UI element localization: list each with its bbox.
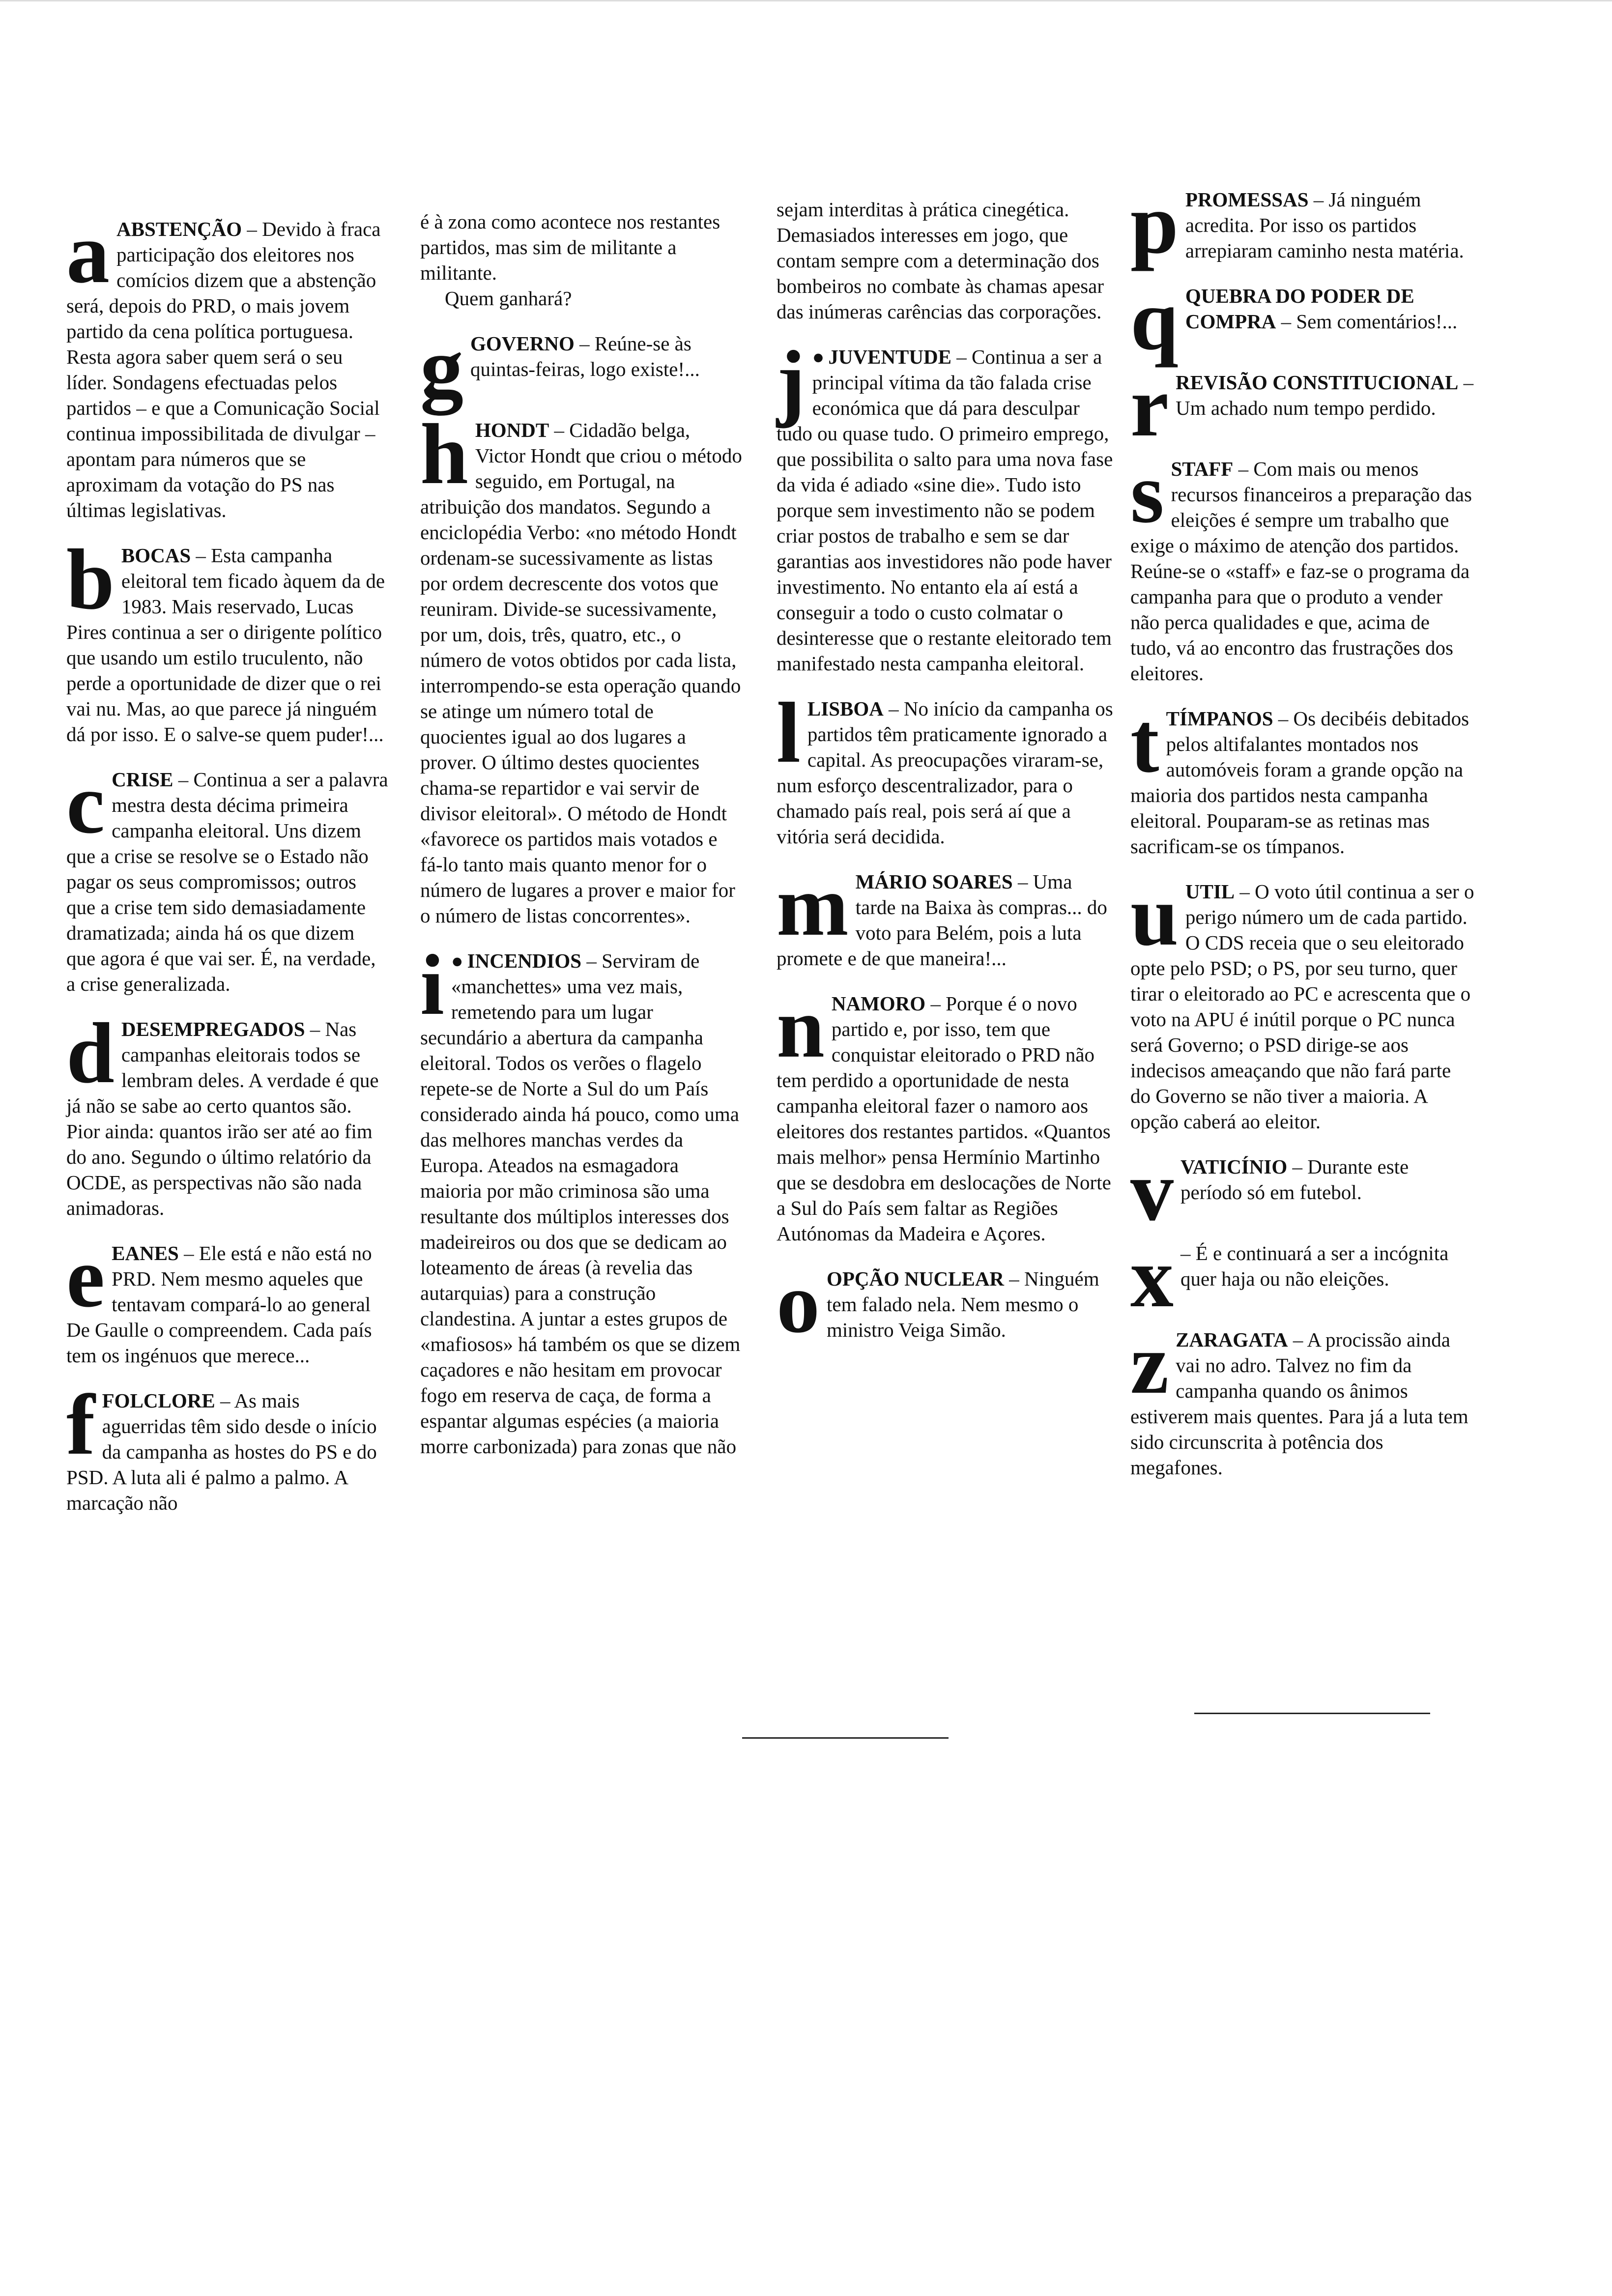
drop-cap-letter: u bbox=[1130, 868, 1179, 964]
glossary-entry bbox=[777, 858, 1116, 971]
entry-heading: ZARAGATA bbox=[1176, 1328, 1288, 1351]
entry-heading: ABSTENÇÃO bbox=[116, 218, 242, 240]
glossary-entry bbox=[66, 1377, 388, 1516]
glossary-entry bbox=[1130, 695, 1474, 859]
glossary-entry bbox=[1130, 1143, 1474, 1239]
column-end-rule bbox=[742, 1737, 949, 1739]
entry-heading: HONDT bbox=[475, 419, 549, 441]
drop-cap-letter: q bbox=[1130, 272, 1179, 368]
entry-heading: VATICÍNIO bbox=[1180, 1155, 1288, 1178]
drop-cap-letter: g bbox=[420, 320, 463, 416]
glossary-entry bbox=[1130, 868, 1474, 1134]
glossary-entry bbox=[777, 980, 1116, 1246]
bullet-icon: ● bbox=[451, 949, 463, 972]
entry-body: – Sem comentários!... bbox=[1276, 310, 1458, 333]
drop-cap-letter: i bbox=[420, 937, 444, 1033]
column-1 bbox=[66, 205, 388, 1535]
entry-body: – Um achado num tempo perdido. bbox=[1176, 371, 1474, 419]
glossary-entry bbox=[66, 1230, 388, 1368]
continued-text: sejam interditas à prática cinegética. Demasiados interesses em jogo, que contam sempre com a determinação dos bombeiros no combate às chamas apesar das inúmeras carências das corporações. bbox=[777, 198, 1104, 323]
drop-cap-letter: e bbox=[66, 1230, 105, 1325]
drop-cap-letter: j bbox=[777, 333, 806, 429]
entry-heading: FOLCLORE bbox=[102, 1389, 215, 1412]
glossary-entry bbox=[66, 205, 388, 523]
glossary-entry bbox=[1130, 1230, 1474, 1325]
glossary-entry bbox=[1130, 359, 1474, 455]
drop-cap-letter: h bbox=[420, 406, 468, 502]
entry-heading: REVISÃO CONSTITUCIONAL bbox=[1176, 371, 1459, 394]
entry-heading: QUEBRA DO PODER DE COMPRA bbox=[1185, 285, 1414, 333]
column-4 bbox=[1130, 176, 1474, 1500]
entry-body: – No início da campanha os partidos têm praticamente ignorado a capital. As preocupações viraram-se, num esforço descentralizador, para o chamado país real, pois será aí que a vitória será decidida. bbox=[777, 697, 1113, 848]
entry-heading: DESEMPREGADOS bbox=[121, 1018, 305, 1040]
glossary-entry bbox=[777, 685, 1116, 849]
drop-cap-letter: o bbox=[777, 1255, 820, 1351]
entry-heading: TÍMPANOS bbox=[1166, 707, 1273, 730]
drop-cap-letter: l bbox=[777, 685, 801, 781]
entry-body: – Devido à fraca participação dos eleitores nos comícios dizem que a abstenção será, depois do PRD, o mais jovem partido da cena política portuguesa. Resta agora saber quem será o seu líder. Sondagens efectuadas pelos partidos – e que a Comunicação Social continua impossibilitada de divulgar – apontam para números que se aproximam da votação do PS nas últimas legislativas. bbox=[66, 218, 381, 521]
entry-heading: OPÇÃO NUCLEAR bbox=[827, 1267, 1005, 1290]
entry-body: – Continua a ser a palavra mestra desta décima primeira campanha eleitoral. Uns dizem que a crise se resolve se o Estado não pagar os seus compromissos; outros que a crise tem sido demasiadamente dramatizada; ainda há os que dizem que agora é que vai ser. É, na verdade, a crise generalizada. bbox=[66, 768, 388, 995]
drop-cap-letter: n bbox=[777, 980, 825, 1076]
entry-body: – É e continuará a ser a incógnita quer haja ou não eleições. bbox=[1180, 1242, 1449, 1290]
drop-cap-letter: x bbox=[1130, 1230, 1174, 1325]
glossary-entry bbox=[420, 320, 745, 416]
column-2 bbox=[420, 209, 745, 1479]
entry-heading: EANES bbox=[112, 1242, 179, 1264]
glossary-entry bbox=[777, 333, 1116, 676]
drop-cap-letter: v bbox=[1130, 1143, 1174, 1239]
entry-body: – Durante este período só em futebol. bbox=[1180, 1155, 1409, 1204]
drop-cap-letter: f bbox=[66, 1377, 95, 1473]
entry-body: – Serviram de «manchettes» uma vez mais, remetendo para um lugar secundário a abertura da campanha eleitoral. Todos os verões o flagelo repete-se de Norte a Sul do um País considerado ainda há pouco, como uma das melhores manchas verdes da Europa. Ateados na esmagadora maioria por mão criminosa são uma resultante dos múltiplos interesses dos madeireiros ou dos que se dedicam ao loteamento de áreas (à revelia das autarquias) para a construção clandestina. A juntar a estes grupos de «mafiosos» há também os que se dizem caçadores e não hesitam em provocar fogo em reserva de caça, de forma a espantar algumas espécies (a maioria morre carbonizada) para zonas que não bbox=[420, 949, 741, 1458]
entry-heading: STAFF bbox=[1171, 458, 1234, 480]
glossary-entry bbox=[1130, 1316, 1474, 1480]
top-edge-rule bbox=[0, 0, 1612, 1]
drop-cap-letter: p bbox=[1130, 176, 1179, 272]
drop-cap-letter: r bbox=[1130, 359, 1169, 455]
glossary-entry bbox=[1130, 445, 1474, 686]
entry-body: – Continua a ser a principal vítima da tão falada crise económica que dá para desculpar tudo ou quase tudo. O primeiro emprego, que possibilita o salto para uma nova fase da vida é adiado «sine die». Tudo isto porque sem investimento não se podem criar postos de trabalho e sem se dar garantias aos investidores não pode haver investimento. No entanto ela aí está a conseguir a todo o custo colmatar o desinteresse que o restante eleitorado tem manifestado nesta campanha eleitoral. bbox=[777, 345, 1113, 675]
entry-body: – Já ninguém acredita. Por isso os partidos arrepiaram caminho nesta matéria. bbox=[1185, 188, 1464, 262]
column-3 bbox=[777, 197, 1116, 1362]
entry-body: – Ele está e não está no PRD. Nem mesmo aqueles que tentavam compará-lo ao general De Gaulle o compreendem. Cada país tem os ingénuos que merece... bbox=[66, 1242, 372, 1367]
entry-body: – A procissão ainda vai no adro. Talvez no fim da campanha quando os ânimos estiverem mais quentes. Para já a luta tem sido circunscrita à potência dos megafones. bbox=[1130, 1328, 1468, 1479]
column-end-rule-right bbox=[1194, 1713, 1430, 1714]
entry-body: – Nas campanhas eleitorais todos se lembram deles. A verdade é que já não se sabe ao certo quantos são. Pior ainda: quantos irão ser até ao fim do ano. Segundo o último relatório da OCDE, as perspectivas não são nada animadoras. bbox=[66, 1018, 379, 1219]
entry-body: – Porque é o novo partido e, por isso, tem que conquistar eleitorado o PRD não tem perdido a oportunidade de nesta campanha eleitoral fazer o namoro aos eleitores dos restantes partidos. «Quantos mais melhor» pensa Hermínio Martinho que se desdobra em deslocações de Norte a Sul do País sem faltar as Regiões Autónomas da Madeira e Açores. bbox=[777, 992, 1111, 1245]
glossary-entry bbox=[66, 756, 388, 997]
entry-body: – Uma tarde na Baixa às compras... do voto para Belém, pois a luta promete e de que maneira!... bbox=[777, 870, 1107, 970]
entry-body: – Os decibéis debitados pelos altifalantes montados nos automóveis foram a grande opção na maioria dos partidos nesta campanha eleitoral. Pouparam-se as retinas mas sacrificam-se os tímpanos. bbox=[1130, 707, 1469, 858]
entry-body: – Esta campanha eleitoral tem ficado àquem da de 1983. Mais reservado, Lucas Pires continua a ser o dirigente político que usando um estilo truculento, não perde a oportunidade de dizer que o rei vai nu. Mas, ao que parece já ninguém dá por isso. E o salve-se quem puder!... bbox=[66, 544, 385, 746]
glossary-entry bbox=[1130, 272, 1474, 368]
entry-body: – Com mais ou menos recursos financeiros a preparação das eleições é sempre um trabalho que exige o máximo de atenção dos partidos. Reúne-se o «staff» e faz-se o programa da campanha para que o produto a vender não perca qualidades e que, acima de tudo, vá ao encontro das frustrações dos eleitores. bbox=[1130, 458, 1472, 685]
entry-heading: NAMORO bbox=[831, 992, 926, 1015]
entry-heading: LISBOA bbox=[807, 697, 884, 720]
continued-text-question: Quem ganhará? bbox=[445, 287, 572, 310]
entry-heading: INCENDIOS bbox=[467, 949, 582, 972]
glossary-entry bbox=[1130, 176, 1474, 272]
entry-heading: JUVENTUDE bbox=[828, 345, 951, 368]
bullet-icon: ● bbox=[812, 345, 825, 368]
entry-body: – Ninguém tem falado nela. Nem mesmo o ministro Veiga Simão. bbox=[827, 1267, 1099, 1341]
glossary-entry bbox=[66, 532, 388, 747]
entry-heading: MÁRIO SOARES bbox=[855, 870, 1013, 893]
drop-cap-letter: m bbox=[777, 858, 849, 954]
drop-cap-letter: z bbox=[1130, 1316, 1169, 1412]
glossary-entry bbox=[420, 406, 745, 928]
drop-cap-letter: d bbox=[66, 1005, 115, 1101]
drop-cap-letter: s bbox=[1130, 445, 1164, 541]
continued-text: é à zona como acontece nos restantes partidos, mas sim de militante a militante. bbox=[420, 210, 720, 284]
drop-cap-letter: a bbox=[66, 205, 110, 301]
drop-cap-letter: c bbox=[66, 756, 105, 852]
drop-cap-letter: t bbox=[1130, 695, 1159, 791]
entry-body: – Cidadão belga, Victor Hondt que criou o método seguido, em Portugal, na atribuição dos mandatos. Segundo a enciclopédia Verbo: «no método Hondt ordenam-se sucessivamente as listas por ordem decrescente dos votos que reuniram. Divide-se sucessivamente, por um, dois, três, quatro, etc., o número de votos obtidos por cada lista, interrompendo-se esta operação quando se atinge um número total de quocientes igual ao dos lugares a prover. O último destes quocientes chama-se repartidor e vai servir de divisor eleitoral». O método de Hondt «favorece os partidos mais votados e fá-lo tanto mais quanto menor for o número de lugares a prover e maior for o número de listas concorrentes». bbox=[420, 419, 742, 927]
glossary-entry bbox=[66, 1005, 388, 1221]
entry-heading: UTIL bbox=[1185, 880, 1235, 903]
entry-heading: CRISE bbox=[112, 768, 173, 791]
entry-heading: BOCAS bbox=[121, 544, 191, 567]
glossary-entry bbox=[777, 1255, 1116, 1351]
drop-cap-letter: b bbox=[66, 532, 115, 628]
entry-heading: GOVERNO bbox=[470, 332, 575, 355]
glossary-entry bbox=[420, 937, 745, 1459]
entry-heading: PROMESSAS bbox=[1185, 188, 1309, 211]
entry-body: – As mais aguerridas têm sido desde o início da campanha as hostes do PS e do PSD. A luta ali é palmo a palmo. A marcação não bbox=[66, 1389, 377, 1514]
entry-body: – O voto útil continua a ser o perigo número um de cada partido. O CDS receia que o seu eleitorado opte pelo PSD; o PS, por seu turno, quer tirar o eleitorado ao PC e acrescenta que o voto na APU é inútil porque o PC nunca será Governo; o PSD dirige-se aos indecisos ameaçando que não fará parte do Governo se não tiver a maioria. A opção caberá ao eleitor. bbox=[1130, 880, 1474, 1133]
entry-body: – Reúne-se às quintas-feiras, logo existe!... bbox=[470, 332, 700, 380]
